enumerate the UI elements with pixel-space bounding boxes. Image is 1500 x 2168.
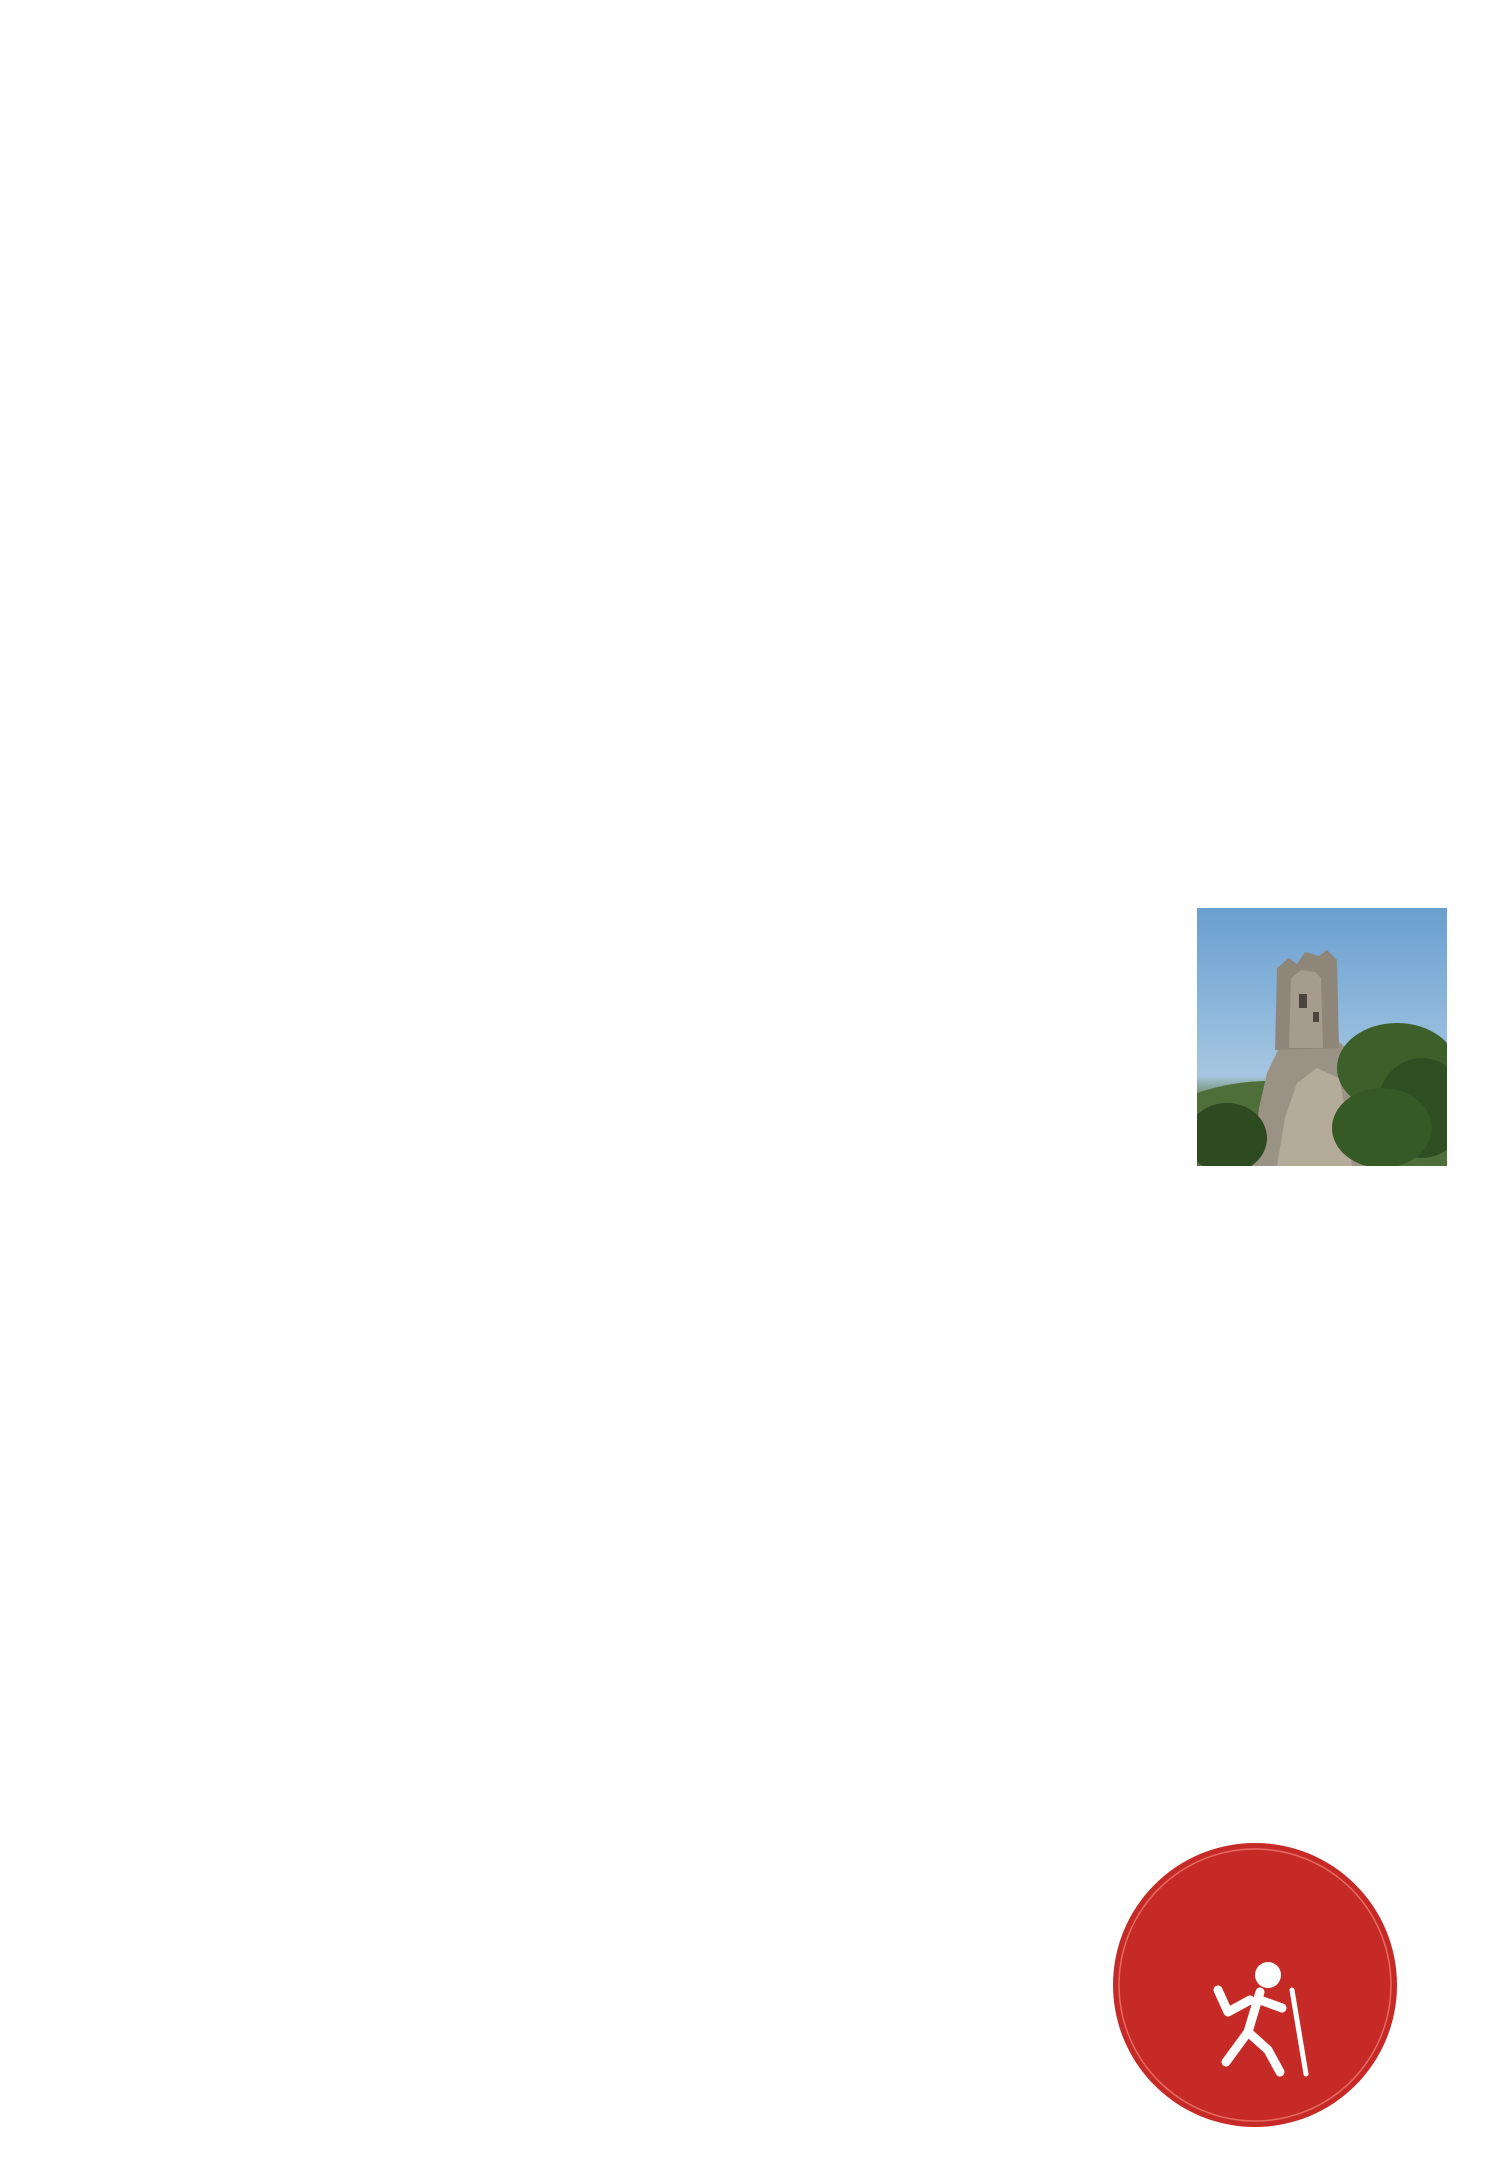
castle-ruin-illustration bbox=[1197, 908, 1447, 1166]
club-photo-logo bbox=[1197, 908, 1447, 1166]
badge-seal bbox=[1110, 1840, 1400, 2130]
club-badge-logo bbox=[1110, 1840, 1400, 2130]
